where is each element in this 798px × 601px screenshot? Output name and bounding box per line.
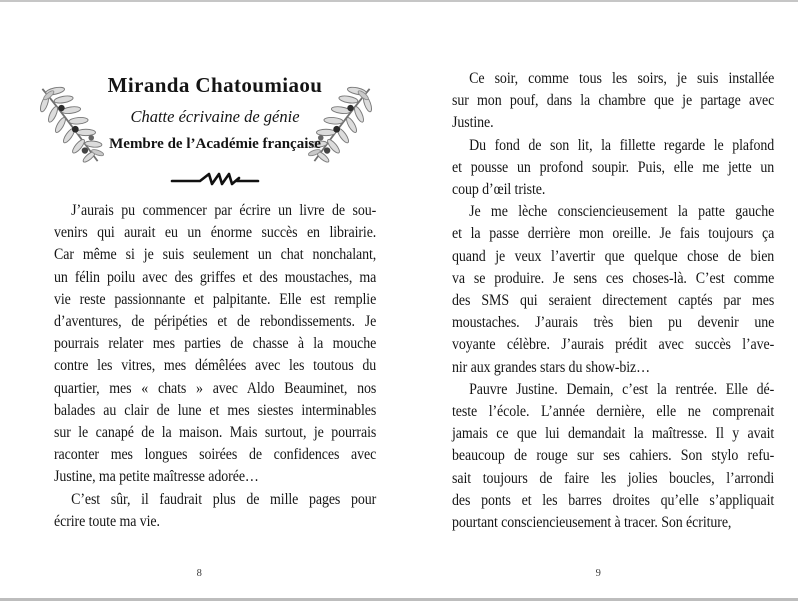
text-line: sur le canapé de la maison. Mais surtout, je pourrais [54,424,377,442]
text-line: nir aux grandes stars du show-biz… [452,358,651,376]
text-line: et la passe derrière mon oreille. Je fais toujours ça [452,225,775,243]
text-line: Je me lèche consciencieusement la patte gauche [469,203,775,221]
text-line: balades au clair de lune et mes siestes interminables [54,401,377,419]
text-line: des ponts et les barres droites qu’elle s’appliquait [452,491,775,509]
paragraph [452,379,774,534]
right-page-text [452,68,774,534]
paragraph [452,201,774,379]
left-page-text [54,200,376,533]
left-page [0,2,399,598]
page-number-right: 9 [595,568,602,579]
text-line: quartier, mes « chats » avec Aldo Beauminet, nos [54,379,377,397]
text-line: Justine, ma petite maîtresse adorée… [54,468,259,486]
text-line: Pauvre Justine. Demain, c’est la rentrée. Elle dé- [469,380,775,398]
paragraph [452,68,774,135]
text-line: d’aventures, de péripéties et de rebondissements. Je [54,313,377,331]
text-line: Car même si je suis seulement un chat nonchalant, [54,246,377,264]
paragraph [54,489,376,533]
text-line: moustaches. J’aurais très bien pu devenir une [452,314,775,332]
text-line: voyante célèbre. J’aurais prédit avec succès l’ave- [452,336,775,354]
text-line: Ce soir, comme tous les soirs, je suis installée [469,70,775,87]
text-line: écrire toute ma vie. [54,512,160,530]
text-line: un félin poilu avec des griffes et des moustaches, ma [54,268,377,286]
text-line: pourtant consciencieusement à tracer. Son écriture, [452,514,732,532]
text-line: venirs qui aurait eu un énorme succès en librairie. [54,224,377,242]
page-number-left: 8 [196,568,203,579]
text-line: jamais ce que lui demandait la maîtresse. Il y avait [452,425,775,443]
text-line: va se produire. Je sens ces choses-là. C’est comme [452,269,775,287]
text-line: sur mon pouf, dans la chambre que je partage avec [452,92,775,110]
paragraph [452,135,774,202]
chapter-header [54,72,376,154]
text-line: teste l’école. L’année dernière, elle ne comprenait [452,403,775,421]
author-affiliation: Membre de l’Académie française [109,136,321,152]
text-line: et pousse un profond soupir. Puis, elle me jette un [452,158,775,176]
text-line: raconter mes longues soirées de confidences avec [54,446,377,464]
text-line: sait toujours de faire les jolies boucles, l’arrondi [452,469,775,487]
scribble-divider-icon [169,169,261,189]
author-name: Miranda Chatoumiaou [107,73,323,97]
text-line: vie reste passionnante et palpitante. Elle est remplie [54,290,377,308]
text-line: des SMS qui seraient directement captés par mes [452,292,775,310]
text-line: contre les vitres, mes démêlées avec les toutous du [54,357,377,375]
text-line: coup d’œil triste. [452,181,546,199]
text-line: Du fond de son lit, la fillette regarde le plafond [469,136,775,154]
paragraph [54,200,376,489]
author-role: Chatte écrivaine de génie [130,107,300,126]
text-line: C’est sûr, il faudrait plus de mille pages pour [71,490,377,508]
text-line: pourrais relater mes parties de chasse à la mouche [54,335,377,353]
text-line: Justine. [452,114,494,132]
right-page [399,2,798,598]
text-line: J’aurais pu commencer par écrire un livre de sou- [71,202,377,219]
text-line: quand je veux l’avertir que quelque chose de bien [452,247,775,265]
text-line: beaucoup de rouge sur ses cahiers. Son stylo refu- [452,447,775,465]
